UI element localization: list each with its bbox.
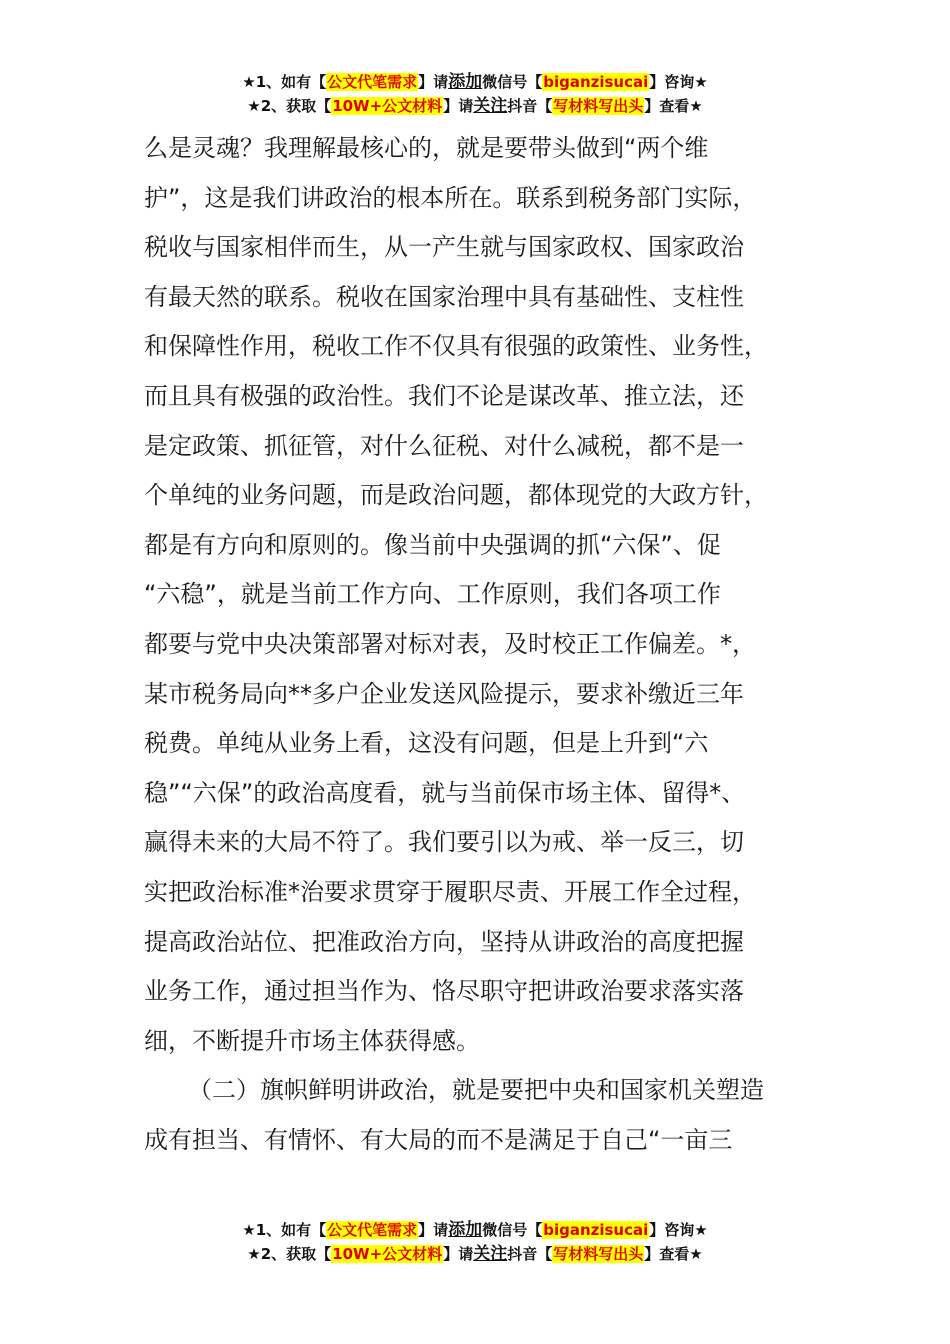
highlight-service: 公文代笔需求 (327, 1221, 418, 1239)
body-line: 个单纯的业务问题，而是政治问题，都体现党的大政方针， (144, 481, 768, 510)
banner-line-1 (0, 1218, 950, 1242)
highlight-materials: 10W+公文材料 (332, 97, 443, 115)
banner-text: 】请 (418, 1221, 449, 1239)
body-line: 是定政策、抓征管，对什么征税、对什么减税，都不是一 (144, 431, 744, 460)
banner-text: 抖音【 (507, 97, 553, 115)
banner-line-2 (0, 1242, 950, 1266)
banner-text: 】请 (418, 73, 449, 91)
banner-text: ★2、获取【 (247, 1245, 332, 1263)
document-body (144, 124, 808, 1165)
body-line: 实把政治标准*治要求贯穿于履职尽责、开展工作全过程， (144, 877, 756, 906)
body-line: 某市税务局向**多户企业发送风险提示，要求补缴近三年 (144, 679, 744, 708)
section-heading-line: （二）旗帜鲜明讲政治，就是要把中央和国家机关塑造 (188, 1076, 764, 1105)
highlight-wechat-id: biganzisucai (543, 1221, 649, 1239)
body-line: 成有担当、有情怀、有大局的而不是满足于自己“一亩三 (144, 1125, 733, 1154)
body-line: 都要与党中央决策部署对标对表，及时校正工作偏差。*， (144, 629, 756, 658)
body-line: 税费。单纯从业务上看，这没有问题，但是上升到“六 (144, 729, 709, 758)
body-line: “六稳”，就是当前工作方向、工作原则，我们各项工作 (144, 580, 721, 609)
banner-text: 】查看★ (644, 97, 703, 115)
banner-text: 】请 (443, 97, 474, 115)
banner-text: 】查看★ (644, 1245, 703, 1263)
body-line: 都是有方向和原则的。像当前中央强调的抓“六保”、促 (144, 530, 721, 559)
highlight-materials: 10W+公文材料 (332, 1245, 443, 1263)
banner-emphasis: 关注 (473, 1244, 508, 1264)
body-line: 细，不断提升市场主体获得感。 (144, 1026, 480, 1055)
banner-text: ★2、获取【 (247, 97, 332, 115)
body-line: 而且具有极强的政治性。我们不论是谋改革、推立法，还 (144, 381, 744, 410)
highlight-douyin-id: 写材料写出头 (553, 97, 644, 115)
banner-text: 】咨询★ (649, 1221, 708, 1239)
body-line: 有最天然的联系。税收在国家治理中具有基础性、支柱性 (144, 282, 744, 311)
banner-text: 微信号【 (482, 73, 543, 91)
body-line: 么是灵魂？我理解最核心的，就是要带头做到“两个维 (144, 134, 709, 162)
banner-text: 】咨询★ (649, 73, 708, 91)
banner-text: 】请 (443, 1245, 474, 1263)
banner-text: 抖音【 (507, 1245, 553, 1263)
body-line: 业务工作，通过担当作为、恪尽职守把讲政治要求落实落 (144, 977, 744, 1006)
body-line: 稳”“六保”的政治高度看，就与当前保市场主体、留得*、 (144, 778, 746, 807)
banner-emphasis: 添加 (448, 72, 483, 92)
highlight-douyin-id: 写材料写出头 (553, 1245, 644, 1263)
body-line: 税收与国家相伴而生，从一产生就与国家政权、国家政治 (144, 233, 744, 262)
banner-emphasis: 关注 (473, 96, 508, 116)
banner-emphasis: 添加 (448, 1220, 483, 1240)
body-line: 和保障性作用，税收工作不仅具有很强的政策性、业务性， (144, 332, 768, 361)
footer-banner (0, 1218, 950, 1266)
body-line: 赢得未来的大局不符了。我们要引以为戒、举一反三，切 (144, 828, 744, 857)
header-banner (0, 70, 950, 118)
banner-line-2 (0, 94, 950, 118)
body-line: 护”，这是我们讲政治的根本所在。联系到税务部门实际， (144, 183, 757, 212)
banner-line-1 (0, 70, 950, 94)
highlight-wechat-id: biganzisucai (543, 73, 649, 91)
body-line: 提高政治站位、把准政治方向，坚持从讲政治的高度把握 (144, 927, 744, 956)
banner-text: ★1、如有【 (242, 73, 327, 91)
banner-text: ★1、如有【 (242, 1221, 327, 1239)
highlight-service: 公文代笔需求 (327, 73, 418, 91)
banner-text: 微信号【 (482, 1221, 543, 1239)
